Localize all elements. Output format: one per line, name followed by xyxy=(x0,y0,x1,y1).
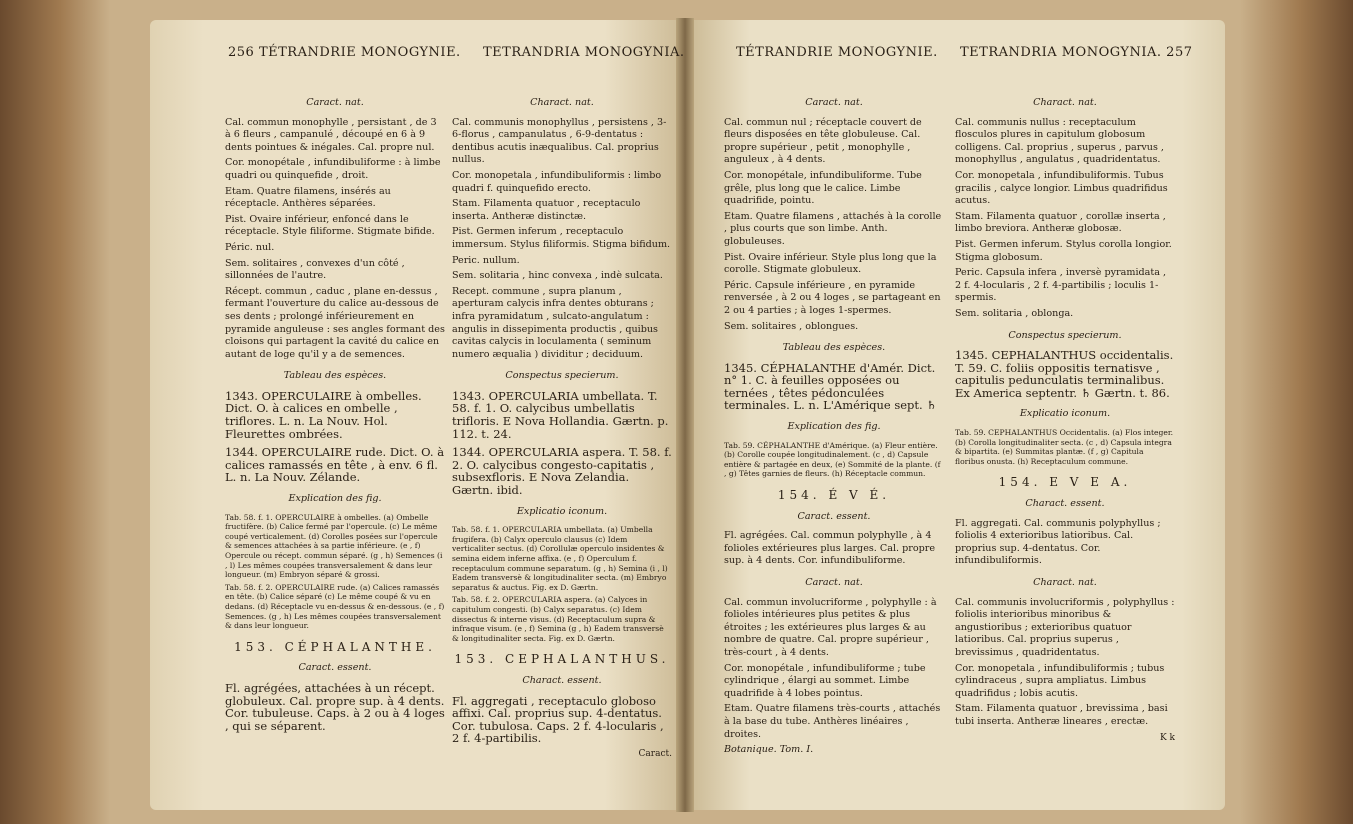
genus-154-heading-la: 154. E V E A. xyxy=(998,475,1132,490)
fr-pistil: Pist. Ovaire inférieur. Style plus long que la corolle. Stigmate globuleux. xyxy=(724,251,937,276)
fr-153-essential: Fl. agrégées, attachées à un récept. globuleux. Cal. propre sup. à 4 dents. Cor. tubuleuse. Caps. à 2 ou à 4 loges , qui se séparent. xyxy=(225,680,445,733)
species-1343-la: 1343. OPERCULARIA umbellata. T. 58. f. 1. O. calycibus umbellatis trifloris. E Nova Hollandia. Gærtn. p. 112. t. 24. xyxy=(452,388,669,441)
charact-nat-heading: Charact. nat. xyxy=(1033,97,1097,108)
la-154-calyx: Cal. communis involucriformis , polyphyllus : foliolis interioribus minoribus & angustioribus ; exterioribus quatuor latioribus. Cal. proprius superus , brevissimus , quadridentatus. xyxy=(955,596,1175,658)
right-header-fr-title: TÉTRANDRIE MONOGYNIE. xyxy=(736,45,938,60)
la-154-stamina: Stam. Filamenta quatuor , brevissima , basi tubi inserta. Antheræ lineares , erectæ. xyxy=(955,703,1168,727)
tableau-especes-heading: Tableau des espèces. xyxy=(782,342,886,354)
fr-calice: Cal. commun monophylle , persistant , de 3 à 6 fleurs , campanulé , découpé en 6 à 9 dents pointues & inégales. Cal. propre nul. xyxy=(225,116,437,153)
tab58-f2-fr: Tab. 58. f. 2. OPERCULAIRE rude. (a) Calices ramassés en tête. (b) Calice séparé (c) Le même coupé & vu en dedans. (d) Réceptacle vu en-dessus & en-dessous. (e , f) Semences. (g , h) Les mêmes coupées transversalement & dans leur longueur. xyxy=(225,582,445,631)
signature-line: Botanique. Tom. I. xyxy=(724,744,814,756)
species-1344-la: 1344. OPERCULARIA aspera. T. 58. f. 2. O. calycibus congesto-capitatis , subsexfloris. E Nova Zelandia. Gærtn. ibid. xyxy=(452,445,672,498)
charact-nat-heading-2: Charact. nat. xyxy=(1033,577,1097,588)
explicatio-iconum-heading: Explicatio iconum. xyxy=(516,505,608,517)
fr-corolle: Cor. monopétale , infundibuliforme : à limbe quadri ou quinquefide , droit. xyxy=(225,157,441,181)
tab59-la: Tab. 59. CEPHALANTHUS Occidentalis. (a) Flos integer. (b) Corolla longitudinaliter secta. (c , d) Capsula integra & bipartita. (e) Summitas plantæ. (f , g) Capitula floribus onusta. (h) Receptaculum commune. xyxy=(955,428,1174,466)
la-stamina: Stam. Filamenta quatuor , receptaculo inserta. Antheræ distinctæ. xyxy=(452,198,641,222)
species-1345-la: 1345. CEPHALANTHUS occidentalis. T. 59. C. foliis oppositis ternatisve , capitulis pedunculatis terminalibus. Ex America septentr. ♄ Gærtn. t. 86. xyxy=(955,348,1174,400)
fr-calice: Cal. commun nul ; réceptacle couvert de fleurs disposées en tête globuleuse. Cal. propre supérieur , petit , monophylle , anguleux , à 4 dents. xyxy=(724,116,922,166)
left-header-la-title: TETRANDRIA MONOGYNIA. xyxy=(483,45,685,60)
explication-fig-heading: Explication des fig. xyxy=(787,421,881,433)
genus-153-heading-fr: 153. CÉPHALANTHE. xyxy=(234,639,436,654)
la-stamina: Stam. Filamenta quatuor , corollæ inserta , limbo breviora. Antheræ globosæ. xyxy=(955,210,1166,235)
caract-essent-heading: Caract. essent. xyxy=(797,510,871,522)
right-page-header-la xyxy=(960,45,1193,60)
caract-nat-heading: Caract. nat. xyxy=(306,97,364,108)
la-semina: Sem. solitaria , hinc convexa , indè sulcata. xyxy=(452,270,663,282)
caract-nat-heading-2: Caract. nat. xyxy=(805,577,863,588)
right-la-column xyxy=(955,88,1175,793)
charact-essent-heading: Charact. essent. xyxy=(522,674,602,686)
la-pistillum: Pist. Germen inferum. Stylus corolla longior. Stigma globosum. xyxy=(955,238,1172,263)
tableau-especes-heading: Tableau des espèces. xyxy=(283,370,387,382)
fr-pericarpe: Péric. nul. xyxy=(225,241,275,253)
left-header-fr-title: TÉTRANDRIE MONOGYNIE. xyxy=(258,45,461,60)
fr-etamines: Etam. Quatre filamens , attachés à la corolle , plus courts que son limbe. Anth. globuleuses. xyxy=(724,210,942,247)
fr-154-calice: Cal. commun involucriforme , polyphylle : à folioles intérieures plus petites & plus étroites ; les extérieures plus larges & au nombre de quatre. Cal. propre supérieur , très-court , à 4 dents. xyxy=(724,596,937,658)
fr-pistil: Pist. Ovaire inférieur, enfoncé dans le réceptacle. Style filiforme. Stigmate bifide. xyxy=(225,213,435,238)
caract-essent-heading: Caract. essent. xyxy=(298,662,372,674)
explication-fig-heading: Explication des fig. xyxy=(288,493,382,505)
book-gutter xyxy=(676,18,694,812)
genus-153-heading-la: 153. CEPHALANTHUS. xyxy=(454,652,670,667)
genus-154-heading-fr: 154. É V É. xyxy=(777,488,891,503)
conspectus-specierum-heading: Conspectus specierum. xyxy=(1008,329,1122,341)
la-153-essential: Fl. aggregati , receptaculo globoso affixi. Cal. proprius sup. 4-dentatus. Cor. tubulosa. Caps. 2 f. 4-locularis , 2 f. 4-partibilis. xyxy=(452,693,664,746)
species-1343-fr: 1343. OPERCULAIRE à ombelles. Dict. O. à calices en ombelle , triflores. L. n. La Nouv. Hol. Fleurettes ombrées. xyxy=(225,388,422,441)
left-fr-column xyxy=(225,88,445,793)
conspectus-specierum-heading: Conspectus specierum. xyxy=(505,370,619,382)
left-la-column xyxy=(452,88,672,793)
species-1345-fr: 1345. CÉPHALANTHE d'Amér. Dict. n° 1. C. à feuilles opposées ou ternées , têtes pédonculées terminales. L. n. L'Amérique sept. ♄ xyxy=(724,360,937,413)
explicatio-iconum-heading: Explicatio iconum. xyxy=(1019,408,1111,420)
left-page-header-fr xyxy=(228,45,461,60)
fr-154-essential: Fl. agrégées. Cal. commun polyphylle , à 4 folioles extérieures plus larges. Cal. propre sup. à 4 dents. Cor. infundibuliforme. xyxy=(724,530,936,567)
la-semina: Sem. solitaria , oblonga. xyxy=(955,307,1074,319)
fr-receptacle: Récept. commun , caduc , plane en-dessus , fermant l'ouverture du calice au-dessous de ses dents ; prolongé inférieurement en pyramide anguleuse : ses angles formant des cloisons qui partagent la cavité du calice en autant de loge qu'il y a de semences. xyxy=(225,285,445,360)
la-corolla: Cor. monopetala , infundibuliformis. Tubus gracilis , calyce longior. Limbus quadrifidus acutus. xyxy=(955,169,1168,207)
fr-154-etamines: Etam. Quatre filamens très-courts , attachés à la base du tube. Anthères linéaires , droites. xyxy=(724,703,941,740)
right-fr-column xyxy=(724,88,944,793)
fr-semences: Sem. solitaires , convexes d'un côté , sillonnées de l'autre. xyxy=(225,257,405,282)
caract-nat-heading: Caract. nat. xyxy=(805,97,863,108)
right-page-number: 257 xyxy=(1166,45,1193,60)
fr-154-corolle: Cor. monopétale , infundibuliforme ; tube cylindrique , élargi au sommet. Limbe quadrifide à 4 lobes pointus. xyxy=(724,662,926,699)
catchword: Caract. xyxy=(638,748,672,759)
charact-essent-heading: Charact. essent. xyxy=(1025,498,1105,510)
left-page-number: 256 xyxy=(228,45,255,60)
tab58-f1-la: Tab. 58. f. 1. OPERCULARIA umbellata. (a) Umbella frugifera. (b) Calyx operculo clausus (c) Idem verticaliter sectus. (d) Corollulæ operculo insidentes & semina eidem inferne affixa. (e , f) Operculum f. receptaculum commune separatum. (g , h) Semina (i , l) Eadem transversè & longitudinaliter secta. (m) Embryo separatus & auctus. Fig. ex D. Gærtn. xyxy=(452,525,668,592)
la-calyx: Cal. communis nullus : receptaculum flosculos plures in capitulum globosum colligens. Cal. proprius , superus , parvus , monophyllus , angulatus , quadridentatus. xyxy=(955,116,1164,166)
la-calyx: Cal. communis monophyllus , persistens , 3-6-florus , campanulatus , 6-9-dentatus : dentibus acutis inæqualibus. Cal. proprius nullus. xyxy=(452,116,667,166)
la-154-corolla: Cor. monopetala , infundibuliformis ; tubus cylindraceus , supra ampliatus. Limbus quadrifidus ; lobis acutis. xyxy=(955,662,1165,699)
charact-nat-heading: Charact. nat. xyxy=(530,97,594,108)
signature-mark: K k xyxy=(1159,732,1175,743)
la-corolla: Cor. monopetala , infundibuliformis : limbo quadri f. quinquefido erecto. xyxy=(452,169,662,194)
tab58-f2-la: Tab. 58. f. 2. OPERCULARIA aspera. (a) Calyces in capitulum congesti. (b) Calyx separatus. (c) Idem dissectus & interne visus. (d) Receptaculum supra & infraque visum. (e , f) Semina (g , h) Eadem transversè & longitudinaliter secta. Fig. ex D. Gærtn. xyxy=(452,595,664,643)
fr-etamines: Etam. Quatre filamens, insérés au réceptacle. Anthères séparées. xyxy=(225,185,391,210)
la-receptaculum: Recept. commune , supra planum , aperturam calycis infra dentes obturans ; infra pyramidatum , sulcato-angulatum : angulis in dissepimenta productis , quibus cavitas calycis in loculamenta ( seminum numero æqualia ) dividitur ; deciduum. xyxy=(452,285,658,360)
la-pistillum: Pist. Germen inferum , receptaculo immersum. Stylus filiformis. Stigma bifidum. xyxy=(452,226,671,250)
fr-corolle: Cor. monopétale, infundibuliforme. Tube grêle, plus long que le calice. Limbe quadrifide, pointu. xyxy=(724,169,922,207)
tab59-fr: Tab. 59. CÉPHALANTHE d'Amérique. (a) Fleur entière. (b) Corolle coupée longitudinalement. (c , d) Capsule entière & partagée en deux, (e) Sommité de la plante. (f , g) Têtes garnies de fleurs. (h) Réceptacle commun. xyxy=(724,440,941,479)
right-header-la-title: TETRANDRIA MONOGYNIA. xyxy=(960,45,1162,60)
fr-pericarpe: Péric. Capsule inférieure , en pyramide renversée , à 2 ou 4 loges , se partageant en 2 ou 4 parties ; à loges 1-spermes. xyxy=(724,279,941,316)
la-154-essential: Fl. aggregati. Cal. communis polyphyllus ; foliolis 4 exterioribus latioribus. Cal. proprius sup. 4-dentatus. Cor. infundibuliformis. xyxy=(955,517,1161,567)
tab58-f1-fr: Tab. 58. f. 1. OPERCULAIRE à ombelles. (a) Ombelle fructifère. (b) Calice fermé par l'opercule. (c) Le même coupé verticalement. (d) Corolles posées sur l'opercule & semences attachées à sa partie inférieure. (e , f) Opercule ou récept. commun séparé. (g , h) Semences (i , l) Les mêmes coupées transversalement & dans leur longueur. (m) Embryon séparé & grossi. xyxy=(225,512,443,580)
la-pericarpium: Peric. Capsula infera , inversè pyramidata , 2 f. 4-locularis , 2 f. 4-partibilis ; loculis 1-spermis. xyxy=(955,267,1167,304)
species-1344-fr: 1344. OPERCULAIRE rude. Dict. O. à calices ramassés en tête , à env. 6 fl. L. n. La Nouv. Zélande. xyxy=(225,445,445,485)
la-pericarpium: Peric. nullum. xyxy=(452,254,520,266)
fr-semences: Sem. solitaires , oblongues. xyxy=(724,320,859,332)
